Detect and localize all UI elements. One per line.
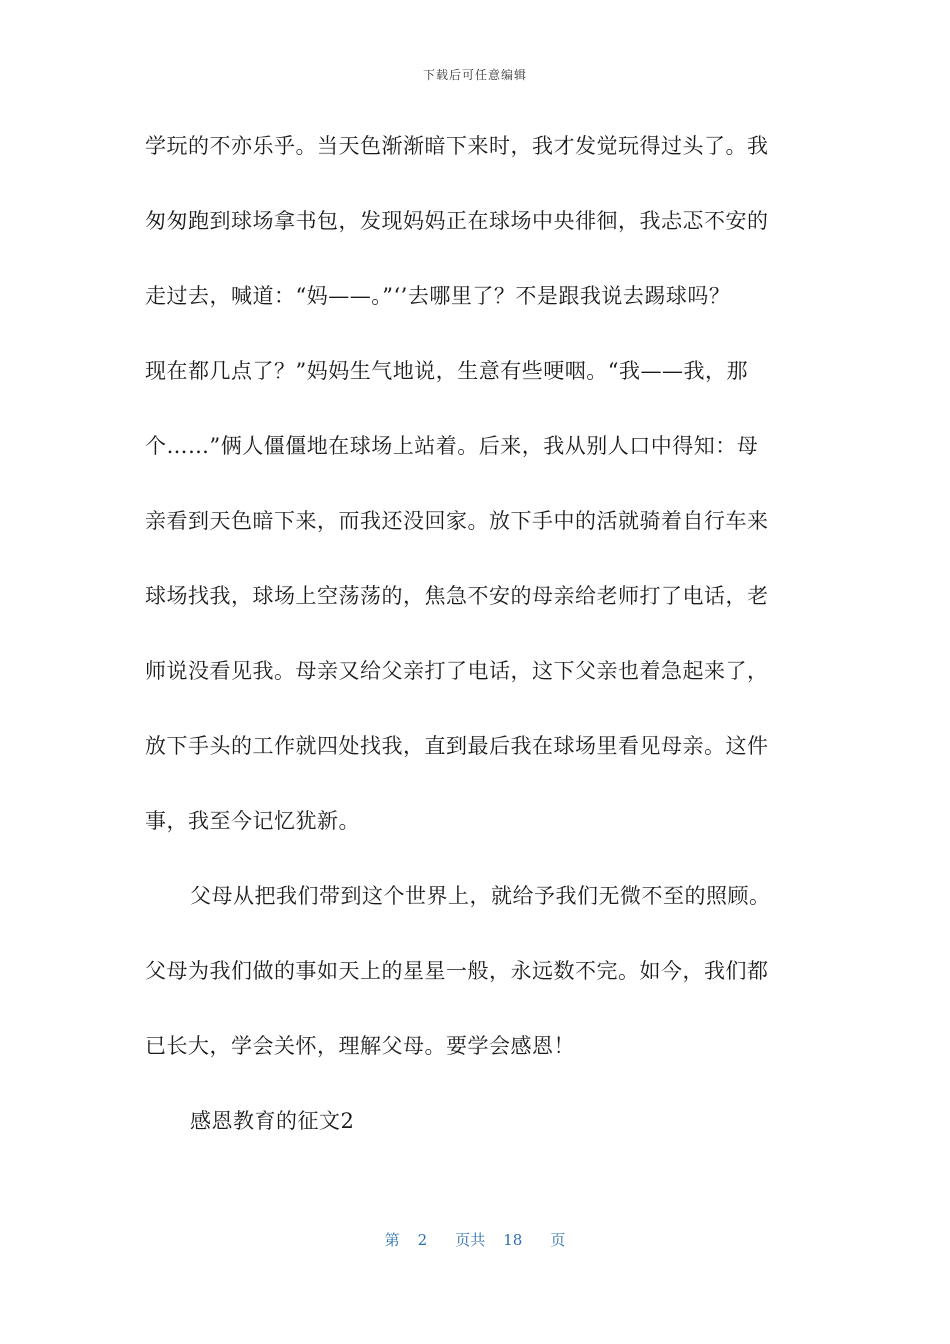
- paragraph-start-line: 父母从把我们带到这个世界上，就给予我们无微不至的照顾。: [190, 884, 771, 908]
- text-line: 走过去，喊道：“妈——。”‘’去哪里了？不是跟我说去踢球吗？: [145, 284, 731, 308]
- text-line: 现在都几点了？”妈妈生气地说，生意有些哽咽。“我——我，那: [145, 359, 748, 383]
- footer-suffix: 页: [550, 1231, 566, 1249]
- text-line: 匆匆跑到球场拿书包，发现妈妈正在球场中央徘徊，我忐忑不安的: [145, 209, 769, 233]
- text-line: 已长大，学会关怀，理解父母。要学会感恩！: [145, 1034, 575, 1058]
- current-page-number: 2: [417, 1231, 428, 1249]
- text-line: 事，我至今记忆犹新。: [145, 809, 360, 833]
- text-line: 放下手头的工作就四处找我，直到最后我在球场里看见母亲。这件: [145, 734, 769, 758]
- page-footer: [0, 1229, 950, 1250]
- section-heading: 感恩教育的征文2: [190, 1109, 355, 1133]
- footer-prefix: 第: [384, 1231, 400, 1249]
- text-line: 学玩的不亦乐乎。当天色渐渐暗下来时，我才发觉玩得过头了。我: [145, 134, 769, 158]
- text-line: 个……”俩人僵僵地在球场上站着。后来，我从别人口中得知：母: [145, 434, 759, 458]
- footer-middle: 页共: [455, 1231, 486, 1249]
- total-pages-number: 18: [503, 1231, 523, 1249]
- document-body: [145, 128, 825, 1178]
- text-line: 球场找我，球场上空荡荡的，焦急不安的母亲给老师打了电话，老: [145, 584, 769, 608]
- text-line: 父母为我们做的事如天上的星星一般，永远数不完。如今，我们都: [145, 959, 769, 983]
- text-line: 师说没看见我。母亲又给父亲打了电话，这下父亲也着急起来了，: [145, 659, 769, 683]
- page-header: 下载后可任意编辑: [422, 68, 527, 82]
- text-line: 亲看到天色暗下来，而我还没回家。放下手中的活就骑着自行车来: [145, 509, 769, 533]
